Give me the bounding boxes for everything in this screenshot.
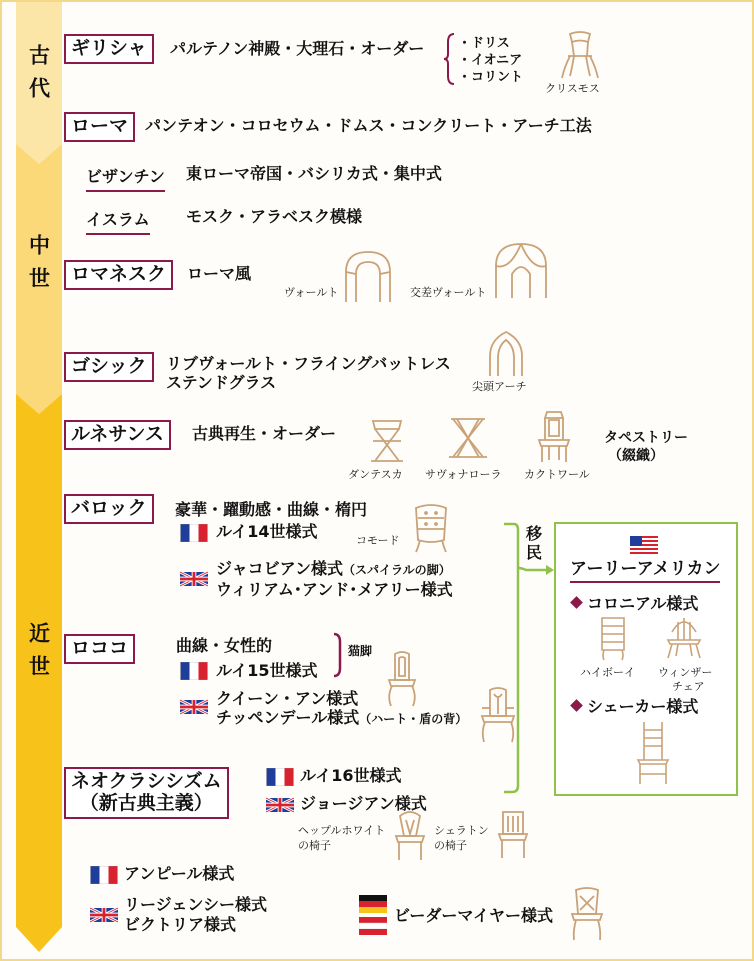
style-islam: イスラム xyxy=(86,207,150,235)
migration-connector xyxy=(502,522,556,794)
colonial-style: コロニアル様式 xyxy=(572,594,698,613)
france-flag-icon xyxy=(90,866,118,884)
regency-style: リージェンシー様式 xyxy=(124,895,267,914)
gothic-desc-1: リブヴォールト・フライングバットレス xyxy=(166,354,451,373)
era-label-ancient: 古代 xyxy=(26,44,51,110)
style-byzantine: ビザンチン xyxy=(86,164,165,192)
style-baroque: バロック xyxy=(64,494,154,524)
era-label-modern: 近世 xyxy=(26,622,51,688)
klismos-label: クリスモス xyxy=(545,82,600,95)
sheraton-label: シェラトン xyxy=(434,824,489,837)
cabriole-legs-label: 猫脚 xyxy=(348,644,373,658)
rococo-chair-icon xyxy=(385,650,419,708)
victorian-style: ビクトリア様式 xyxy=(124,915,237,934)
diamond-bullet-icon xyxy=(570,596,583,609)
cabriole-bracket xyxy=(330,632,344,678)
hepplewhite-label: ヘップルホワイト xyxy=(298,824,386,837)
france-flag-icon xyxy=(266,768,294,786)
highboy-label: ハイボーイ xyxy=(580,666,635,679)
vault-icon xyxy=(342,248,398,304)
style-renaissance: ルネサンス xyxy=(64,420,171,450)
migration-label-2: 民 xyxy=(526,543,543,562)
romanesque-desc: ローマ風 xyxy=(187,264,252,283)
caquetoire-label: カクトワール xyxy=(524,468,590,481)
order-ionic: ・イオニア xyxy=(458,53,523,68)
chippendale-note: （ハート・盾の背） xyxy=(359,712,468,726)
uk-flag-icon xyxy=(180,570,208,588)
diamond-bullet-icon xyxy=(570,699,583,712)
jacobean-note: （スパイラルの脚） xyxy=(343,563,451,577)
style-neoclassicism: ネオクラシシズム （新古典主義） xyxy=(64,767,229,819)
chippendale-style: チッペンデール様式（ハート・盾の背） xyxy=(216,708,468,727)
sheraton-chair-icon xyxy=(496,808,530,860)
style-rome: ローマ xyxy=(64,112,135,142)
style-greece: ギリシャ xyxy=(64,34,154,64)
commode-label: コモード xyxy=(356,534,400,547)
orders-brace xyxy=(442,32,456,86)
savonarola-chair-icon xyxy=(447,415,489,461)
order-doric: ・ドリス xyxy=(458,36,510,51)
order-corinthian: ・コリント xyxy=(458,70,524,85)
rome-desc: パンテオン・コロセウム・ドムス・コンクリート・アーチ工法 xyxy=(145,116,592,135)
hepplewhite-label-2: の椅子 xyxy=(298,839,331,852)
dantesca-chair-icon xyxy=(367,417,407,463)
louis14-style: ルイ14世様式 xyxy=(216,522,318,541)
windsor-label: ウィンザー xyxy=(658,666,713,679)
pointed-arch-icon xyxy=(486,330,526,378)
cross-vault-label: 交差ヴォールト xyxy=(410,286,487,299)
hepplewhite-chair-icon xyxy=(392,810,428,862)
cross-vault-icon xyxy=(492,240,550,300)
uk-flag-icon xyxy=(180,698,208,716)
migration-label-1: 移 xyxy=(526,524,543,543)
gothic-desc-2: ステンドグラス xyxy=(166,373,277,392)
france-flag-icon xyxy=(180,662,208,680)
style-romanesque: ロマネスク xyxy=(64,260,173,290)
dantesca-label: ダンテスカ xyxy=(348,468,403,481)
france-flag-icon xyxy=(180,524,208,542)
tapestry-label: タペストリー xyxy=(604,430,688,446)
renaissance-desc: 古典再生・オーダー xyxy=(192,424,337,443)
windsor-label-2: チェア xyxy=(672,680,705,693)
jacobean-style: ジャコビアン様式（スパイラルの脚） xyxy=(216,559,451,578)
queen-anne-style: クイーン・アン様式 xyxy=(216,689,359,708)
commode-icon xyxy=(414,502,448,554)
era-label-medieval: 中世 xyxy=(26,234,51,300)
william-mary-style: ウィリアム･アンド･メアリー様式 xyxy=(216,580,453,599)
biedermeier-style: ビーダーマイヤー様式 xyxy=(394,906,554,925)
empire-style: アンピール様式 xyxy=(124,864,235,883)
style-rococo: ロココ xyxy=(64,634,135,664)
era-timeline-band xyxy=(16,2,62,959)
uk-flag-icon xyxy=(90,906,118,924)
georgian-style: ジョージアン様式 xyxy=(300,794,427,813)
savonarola-label: サヴォナローラ xyxy=(425,468,502,481)
biedermeier-chair-icon xyxy=(570,886,604,942)
highboy-icon xyxy=(598,616,628,662)
shaker-chair-icon xyxy=(636,720,670,786)
germany-austria-flag-icon xyxy=(359,895,387,935)
shaker-style: シェーカー様式 xyxy=(572,697,698,716)
style-gothic: ゴシック xyxy=(64,352,154,382)
greece-desc: パルテノン神殿・大理石・オーダー xyxy=(170,39,425,58)
sheraton-label-2: の椅子 xyxy=(434,839,467,852)
byzantine-desc: 東ローマ帝国・バシリカ式・集中式 xyxy=(186,164,442,183)
louis15-style: ルイ15世様式 xyxy=(216,661,318,680)
uk-flag-icon xyxy=(266,796,294,814)
windsor-chair-icon xyxy=(664,614,704,660)
early-american-title: アーリーアメリカン xyxy=(570,559,720,583)
tapestry-note: （綴織） xyxy=(608,448,664,464)
rococo-desc: 曲線・女性的 xyxy=(176,636,273,655)
louis16-style: ルイ16世様式 xyxy=(300,766,402,785)
us-flag-icon xyxy=(630,536,658,554)
caquetoire-chair-icon xyxy=(537,410,571,464)
klismos-chair-icon xyxy=(560,30,600,80)
islam-desc: モスク・アラベスク模様 xyxy=(186,207,363,226)
baroque-desc: 豪華・躍動感・曲線・楕円 xyxy=(175,500,368,519)
vault-label: ヴォールト xyxy=(284,286,339,299)
pointed-arch-label: 尖頭アーチ xyxy=(472,380,527,393)
